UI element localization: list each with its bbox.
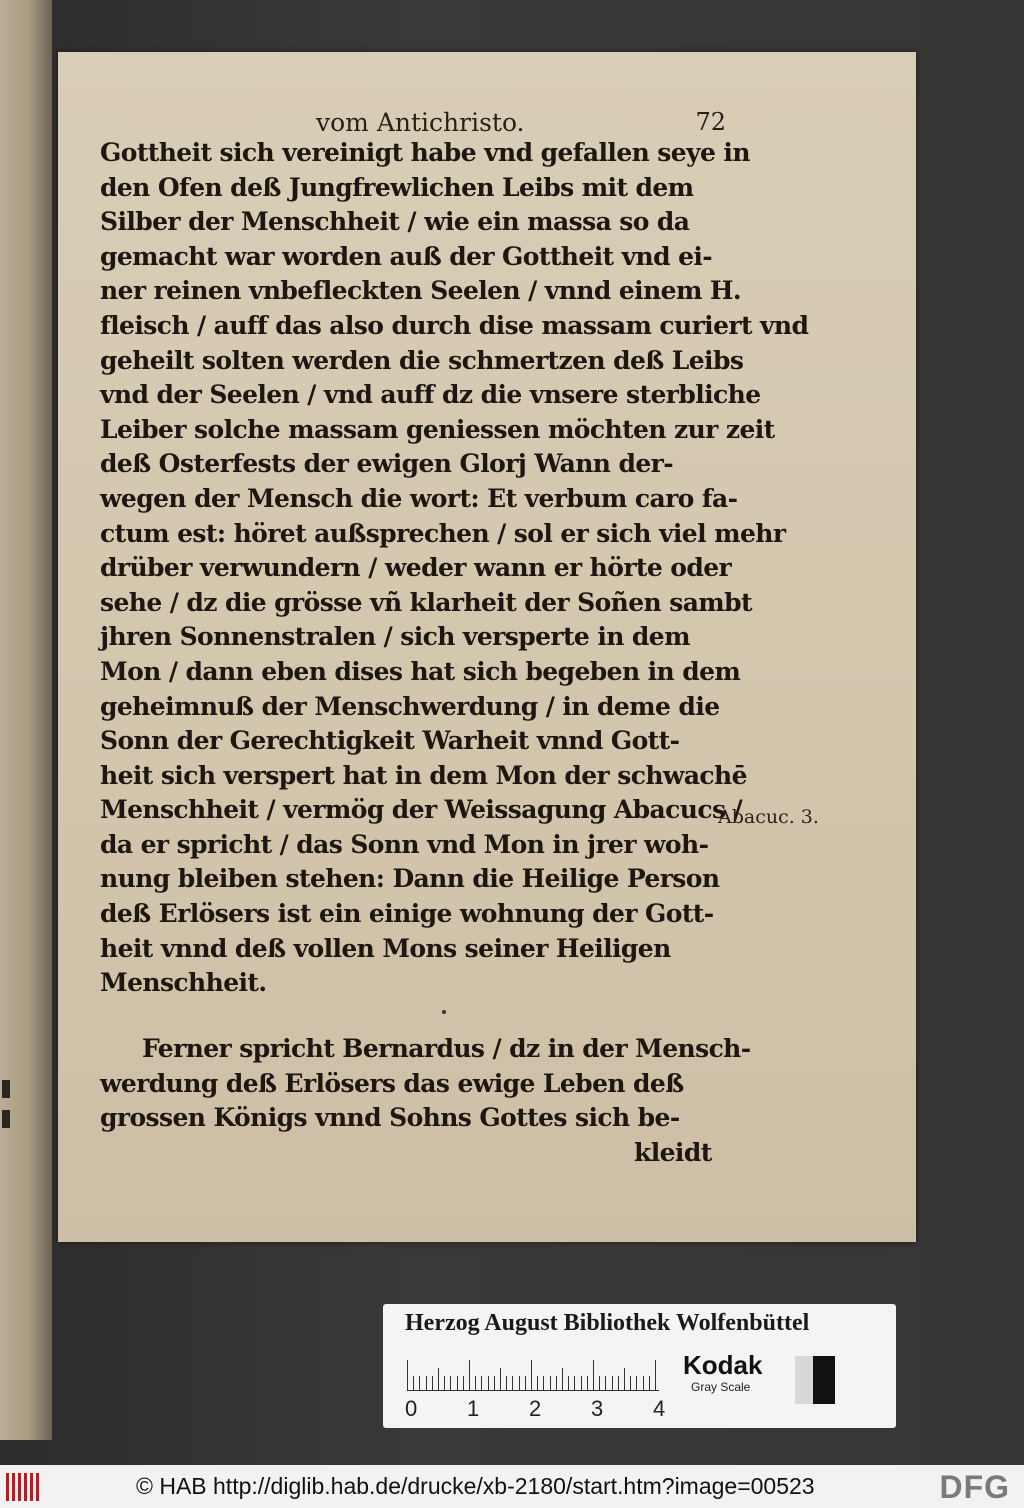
ruler-number: 3 — [591, 1396, 604, 1421]
ruler-tick — [512, 1376, 513, 1390]
ruler-tick — [531, 1360, 532, 1390]
text-line: jhren Sonnenstralen / sich versperte in dem — [100, 622, 690, 652]
library-logo-icon — [6, 1473, 42, 1501]
ruler-tick — [655, 1360, 656, 1390]
text-line: Menschheit. — [100, 968, 267, 998]
ruler-number: 1 — [467, 1396, 480, 1421]
text-line: nung bleiben stehen: Dann die Heilige Person — [100, 864, 720, 894]
ruler-tick — [568, 1376, 569, 1390]
gray-scale-label: Gray Scale — [691, 1380, 751, 1394]
ruler-tick — [636, 1376, 637, 1390]
dfg-logo: DFG — [939, 1469, 1010, 1505]
running-title: vom Antichristo. — [316, 108, 525, 137]
ruler-tick — [407, 1360, 408, 1390]
scale-card — [383, 1304, 896, 1428]
ruler-tick — [649, 1376, 650, 1390]
previous-page-mark — [2, 1110, 10, 1128]
text-line: Sonn der Gerechtigkeit Warheit vnnd Gott- — [100, 726, 680, 756]
catchword: kleidt — [634, 1137, 712, 1167]
ruler-tick — [432, 1376, 433, 1390]
text-line: vnd der Seelen / vnd auff dz die vnsere sterbliche — [100, 380, 761, 410]
ruler-tick — [450, 1376, 451, 1390]
text-line: ctum est: höret außsprechen / sol er sich viel mehr — [100, 518, 786, 548]
ruler-tick — [481, 1376, 482, 1390]
ruler-number: 4 — [653, 1396, 666, 1421]
ruler-tick — [506, 1376, 507, 1390]
gray-patch-light — [795, 1356, 813, 1404]
ruler-tick — [605, 1376, 606, 1390]
text-line: da er spricht / das Sonn vnd Mon in jrer woh- — [100, 829, 709, 859]
text-line: heit sich verspert hat in dem Mon der schwachē — [100, 760, 747, 790]
text-line: sehe / dz die grösse vñ klarheit der Soñen sambt — [100, 587, 752, 617]
ruler-tick — [457, 1376, 458, 1390]
ruler-tick — [463, 1376, 464, 1390]
ruler-tick — [419, 1376, 420, 1390]
page-number: 72 — [695, 108, 726, 136]
text-line: geheimnuß der Menschwerdung / in deme die — [100, 691, 720, 721]
ruler-tick — [494, 1376, 495, 1390]
ruler-tick — [426, 1376, 427, 1390]
text-line: grossen Königs vnnd Sohns Gottes sich be- — [100, 1103, 680, 1133]
ruler-tick — [475, 1376, 476, 1390]
previous-page-mark — [2, 1080, 10, 1098]
ruler-tick — [500, 1368, 501, 1390]
text-line: ner reinen vnbefleckten Seelen / vnnd einem H. — [100, 276, 742, 306]
ruler-tick — [444, 1376, 445, 1390]
ruler-tick — [574, 1376, 575, 1390]
ruler-tick — [488, 1376, 489, 1390]
text-line: Menschheit / vermög der Weissagung Abacucs / — [100, 795, 743, 825]
ink-dot — [442, 1010, 446, 1014]
ruler-tick — [438, 1368, 439, 1390]
ruler-tick — [543, 1376, 544, 1390]
ruler-number: 2 — [529, 1396, 542, 1421]
text-line: fleisch / auff das also durch dise massam curiert vnd — [100, 310, 809, 340]
ruler-tick — [643, 1376, 644, 1390]
ruler-tick — [562, 1368, 563, 1390]
text-line: Mon / dann eben dises hat sich begeben in dem — [100, 656, 741, 686]
ruler-tick — [599, 1376, 600, 1390]
ruler-tick — [413, 1376, 414, 1390]
text-line: Leiber solche massam geniessen möchten zur zeit — [100, 414, 775, 444]
ruler-tick — [525, 1376, 526, 1390]
ruler-tick — [537, 1376, 538, 1390]
ruler-tick — [612, 1376, 613, 1390]
page-header — [316, 108, 726, 138]
text-line: deß Osterfests der ewigen Glorj Wann der- — [100, 449, 674, 479]
ruler-tick — [630, 1376, 631, 1390]
text-line: Ferner spricht Bernardus / dz in der Mensch- — [142, 1034, 751, 1063]
text-line: Gottheit sich vereinigt habe vnd gefallen seye in — [100, 138, 750, 167]
previous-page-edge — [0, 0, 52, 1440]
ruler-tick — [593, 1360, 594, 1390]
ruler — [407, 1356, 659, 1391]
ruler-tick — [469, 1360, 470, 1390]
ruler-tick — [519, 1376, 520, 1390]
text-line: drüber verwundern / weder wann er hörte oder — [100, 553, 732, 583]
text-line: heit vnnd deß vollen Mons seiner Heiligen — [100, 933, 671, 963]
text-line: Silber der Menschheit / wie ein massa so da — [100, 207, 690, 237]
ruler-tick — [587, 1376, 588, 1390]
ruler-tick — [624, 1368, 625, 1390]
gray-patch-dark — [813, 1356, 835, 1404]
ruler-tick — [550, 1376, 551, 1390]
body-paragraph-2 — [100, 1032, 751, 1170]
copyright-link[interactable]: © HAB http://diglib.hab.de/drucke/xb-2180/start.htm?image=00523 — [136, 1473, 815, 1499]
ruler-labels — [399, 1396, 679, 1424]
marginal-note: Abacuc. 3. — [718, 806, 819, 828]
text-line: den Ofen deß Jungfrewlichen Leibs mit dem — [100, 172, 694, 202]
footer-bar — [0, 1465, 1024, 1508]
text-line: wegen der Mensch die wort: Et verbum caro fa- — [100, 483, 738, 513]
text-line: deß Erlösers ist ein einige wohnung der Gott- — [100, 899, 714, 929]
text-line: gemacht war worden auß der Gottheit vnd ei- — [100, 241, 713, 271]
kodak-logo: Kodak — [683, 1350, 763, 1380]
library-name: Herzog August Bibliothek Wolfenbüttel — [405, 1310, 810, 1336]
ruler-tick — [556, 1376, 557, 1390]
ruler-number: 0 — [405, 1396, 418, 1421]
text-line: werdung deß Erlösers das ewige Leben deß — [100, 1068, 684, 1098]
ruler-tick — [618, 1376, 619, 1390]
text-line: geheilt solten werden die schmertzen deß Leibs — [100, 345, 744, 375]
ruler-tick — [581, 1376, 582, 1390]
